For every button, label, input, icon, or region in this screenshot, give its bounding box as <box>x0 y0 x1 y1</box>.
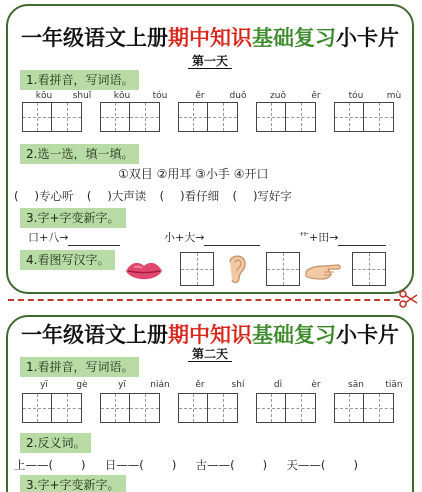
review-card-day-1 <box>6 4 414 294</box>
pinyin-row <box>22 90 402 102</box>
antonym-line: 上——( ) 日——( ) 古——( ) 天——( ) <box>14 458 358 472</box>
pinyin-label: zuǒ <box>270 91 286 101</box>
section-combine-heading: 3.字+字变新字。 <box>20 475 126 492</box>
pinyin-label: tiān <box>385 380 403 390</box>
writing-grid[interactable] <box>178 393 238 423</box>
day-label: 第二天 <box>8 345 412 362</box>
writing-grid[interactable] <box>100 102 160 132</box>
pinyin-label: mù <box>386 91 402 101</box>
answer-blank[interactable] <box>204 234 260 246</box>
section-choose-heading: 2.选一选，填一填。 <box>20 144 139 164</box>
pinyin-label: shuǐ <box>72 91 92 101</box>
card-title: 一年级语文上册期中知识基础复习小卡片 <box>21 322 399 347</box>
pinyin-label: shí <box>231 380 245 390</box>
pinyin-label: yī <box>40 380 48 390</box>
pinyin-label: ěr <box>195 380 205 390</box>
pinyin-label: nián <box>150 380 170 390</box>
choice-options: ①双目 ②用耳 ③小手 ④开口 <box>118 167 269 181</box>
picture-answer-grid[interactable] <box>352 252 386 286</box>
writing-grid[interactable] <box>256 102 316 132</box>
writing-grid[interactable] <box>178 102 238 132</box>
picture-answer-grid[interactable] <box>180 252 214 286</box>
picture-answer-grid[interactable] <box>266 252 300 286</box>
section-combine-heading: 3.字+字变新字。 <box>20 208 126 228</box>
writing-grid-row <box>22 393 404 423</box>
pinyin-label: duǒ <box>229 91 247 101</box>
pinyin-label: dì <box>273 380 283 390</box>
pinyin-label: kōu <box>35 91 53 101</box>
answer-blank[interactable] <box>338 234 386 246</box>
combo-item: 小+大→ <box>164 230 260 246</box>
writing-grid[interactable] <box>256 393 316 423</box>
section-pinyin-heading: 1.看拼音，写词语。 <box>20 70 139 90</box>
scissors-icon <box>398 289 418 309</box>
cut-line <box>8 299 400 301</box>
lips-icon <box>124 258 164 284</box>
pinyin-label: sān <box>348 380 364 390</box>
combo-item: 口+八→ <box>28 230 120 246</box>
writing-grid[interactable] <box>22 102 82 132</box>
pinyin-label: èr <box>311 380 321 390</box>
pinyin-label: yī <box>118 380 126 390</box>
pinyin-label: tóu <box>152 91 168 101</box>
writing-grid[interactable] <box>22 393 82 423</box>
ear-icon <box>224 252 250 286</box>
writing-grid[interactable] <box>100 393 160 423</box>
section-pinyin-heading: 1.看拼音，写词语。 <box>20 357 139 377</box>
pinyin-row <box>22 379 402 391</box>
pinyin-label: ěr <box>195 91 205 101</box>
writing-grid[interactable] <box>334 102 394 132</box>
section-antonym-heading: 2.反义词。 <box>20 433 91 453</box>
answer-blank[interactable] <box>68 234 120 246</box>
pinyin-label: kǒu <box>113 91 131 101</box>
day-label: 第一天 <box>8 52 412 69</box>
pinyin-label: ěr <box>311 91 321 101</box>
card-title: 一年级语文上册期中知识基础复习小卡片 <box>21 25 399 50</box>
combo-item: 艹+田→ <box>298 230 386 246</box>
hand-icon <box>304 260 344 282</box>
section-picture-heading: 4.看图写汉字。 <box>20 250 115 270</box>
review-card-day-2 <box>6 315 414 492</box>
writing-grid-row <box>22 102 404 132</box>
pinyin-label: tóu <box>348 91 364 101</box>
pinyin-label: gè <box>76 380 88 390</box>
writing-grid[interactable] <box>334 393 394 423</box>
fill-blank-line: ( )专心听 ( )大声读 ( )看仔细 ( )写好字 <box>14 189 292 203</box>
